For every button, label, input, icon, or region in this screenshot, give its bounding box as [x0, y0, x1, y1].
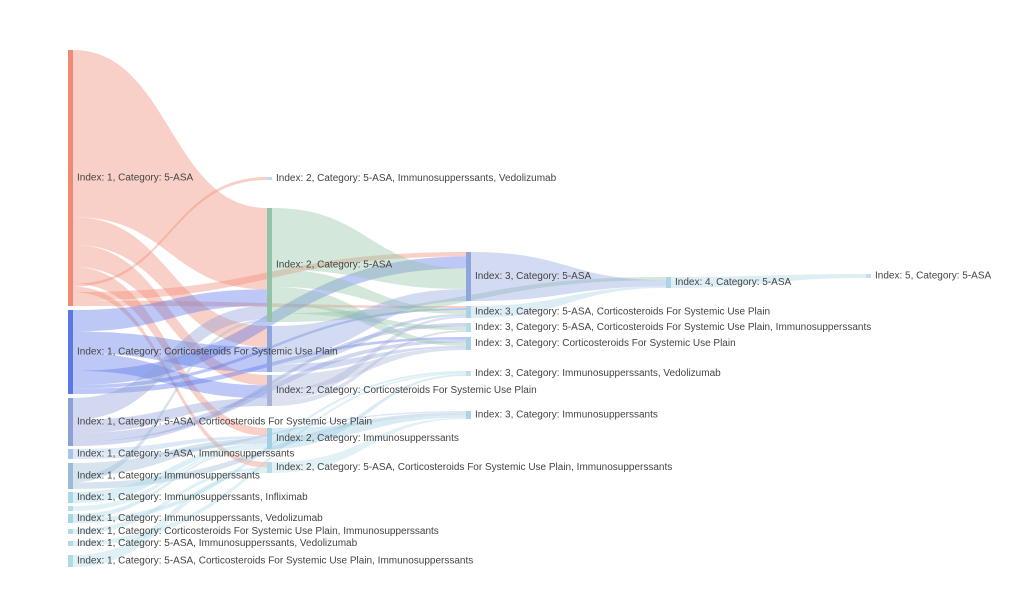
sankey-node-label-1_imm_infl: Index: 1, Category: Immunosupperssants, Infliximab — [77, 492, 308, 504]
sankey-node-label-1_5asa_imm_vedo: Index: 1, Category: 5-ASA, Immunosupperssants, Vedolizumab — [77, 538, 358, 550]
sankey-node-1_imm_infl[interactable] — [68, 492, 73, 503]
sankey-node-label-2_5asa_imm_vedo: Index: 2, Category: 5-ASA, Immunosupperssants, Vedolizumab — [276, 173, 557, 185]
sankey-node-2_5asa_imm_vedo[interactable] — [267, 177, 272, 180]
sankey-node-3_imm[interactable] — [466, 411, 471, 419]
sankey-node-1_5asa_imm[interactable] — [68, 449, 73, 459]
sankey-node-4_5asa[interactable] — [666, 277, 671, 288]
sankey-node-2_5asa_cort_imm[interactable] — [267, 462, 272, 473]
sankey-node-label-1_imm: Index: 1, Category: Immunosupperssants — [77, 470, 260, 482]
sankey-node-3_5asa_cort_imm[interactable] — [466, 323, 471, 332]
sankey-node-label-2_cort: Index: 2, Category: Corticosteroids For Systemic Use Plain — [276, 385, 537, 397]
sankey-node-label-2_imm: Index: 2, Category: Immunosupperssants — [276, 433, 459, 445]
sankey-node-1_5asa_cort[interactable] — [68, 398, 73, 446]
sankey-node-2_cort[interactable] — [267, 375, 272, 406]
sankey-node-label-3_5asa_cort: Index: 3, Category: 5-ASA, Corticosteroids For Systemic Use Plain — [475, 306, 771, 318]
sankey-node-label-1_5asa_cort_imm: Index: 1, Category: 5-ASA, Corticosteroids For Systemic Use Plain, Immunosupperssants — [77, 555, 474, 567]
sankey-node-label-2_5asa: Index: 2, Category: 5-ASA — [276, 259, 393, 271]
sankey-node-label-1_5asa_imm: Index: 1, Category: 5-ASA, Immunosupperssants — [77, 448, 295, 460]
sankey-node-1_5asa_cort_imm[interactable] — [68, 555, 73, 567]
sankey-node-label-1_imm_vedo: Index: 1, Category: Immunosupperssants, Vedolizumab — [77, 513, 323, 525]
sankey-node-3_5asa[interactable] — [466, 252, 471, 301]
sankey-node-2_imm[interactable] — [267, 428, 272, 449]
sankey-node-label-3_cort: Index: 3, Category: Corticosteroids For Systemic Use Plain — [475, 338, 736, 350]
sankey-node-5_5asa[interactable] — [866, 274, 871, 278]
sankey-node-label-4_5asa: Index: 4, Category: 5-ASA — [675, 277, 792, 289]
sankey-node-label-3_imm_vedo: Index: 3, Category: Immunosupperssants, Vedolizumab — [475, 368, 721, 380]
sankey-node-1_extra[interactable] — [68, 506, 73, 511]
sankey-node-label-2_5asa_cort_imm: Index: 2, Category: 5-ASA, Corticosteroids For Systemic Use Plain, Immunosupperssants — [276, 462, 673, 474]
sankey-node-label-5_5asa: Index: 5, Category: 5-ASA — [875, 270, 992, 282]
sankey-node-label-1_cort: Index: 1, Category: Corticosteroids For Systemic Use Plain — [77, 346, 338, 358]
sankey-node-3_imm_vedo[interactable] — [466, 371, 471, 376]
sankey-node-3_5asa_cort[interactable] — [466, 306, 471, 318]
sankey-node-1_imm[interactable] — [68, 463, 73, 489]
sankey-node-label-1_cort_imm: Index: 1, Category: Corticosteroids For Systemic Use Plain, Immunosupperssants — [77, 526, 439, 538]
sankey-node-label-1_5asa: Index: 1, Category: 5-ASA — [77, 172, 194, 184]
sankey-node-3_cort[interactable] — [466, 337, 471, 350]
sankey-node-label-1_5asa_cort: Index: 1, Category: 5-ASA, Corticosteroids For Systemic Use Plain — [77, 416, 373, 428]
sankey-node-1_cort_imm[interactable] — [68, 529, 73, 534]
sankey-node-1_cort[interactable] — [68, 310, 73, 394]
sankey-node-1_imm_vedo[interactable] — [68, 514, 73, 523]
sankey-node-1_5asa_imm_vedo[interactable] — [68, 541, 73, 546]
sankey-node-2_5asa[interactable] — [267, 208, 272, 322]
sankey-node-1_5asa[interactable] — [68, 50, 73, 306]
sankey-node-label-3_5asa_cort_imm: Index: 3, Category: 5-ASA, Corticosteroids For Systemic Use Plain, Immunosupperssants — [475, 322, 872, 334]
sankey-node-label-3_imm: Index: 3, Category: Immunosupperssants — [475, 409, 658, 421]
sankey-node-label-3_5asa: Index: 3, Category: 5-ASA — [475, 271, 592, 283]
